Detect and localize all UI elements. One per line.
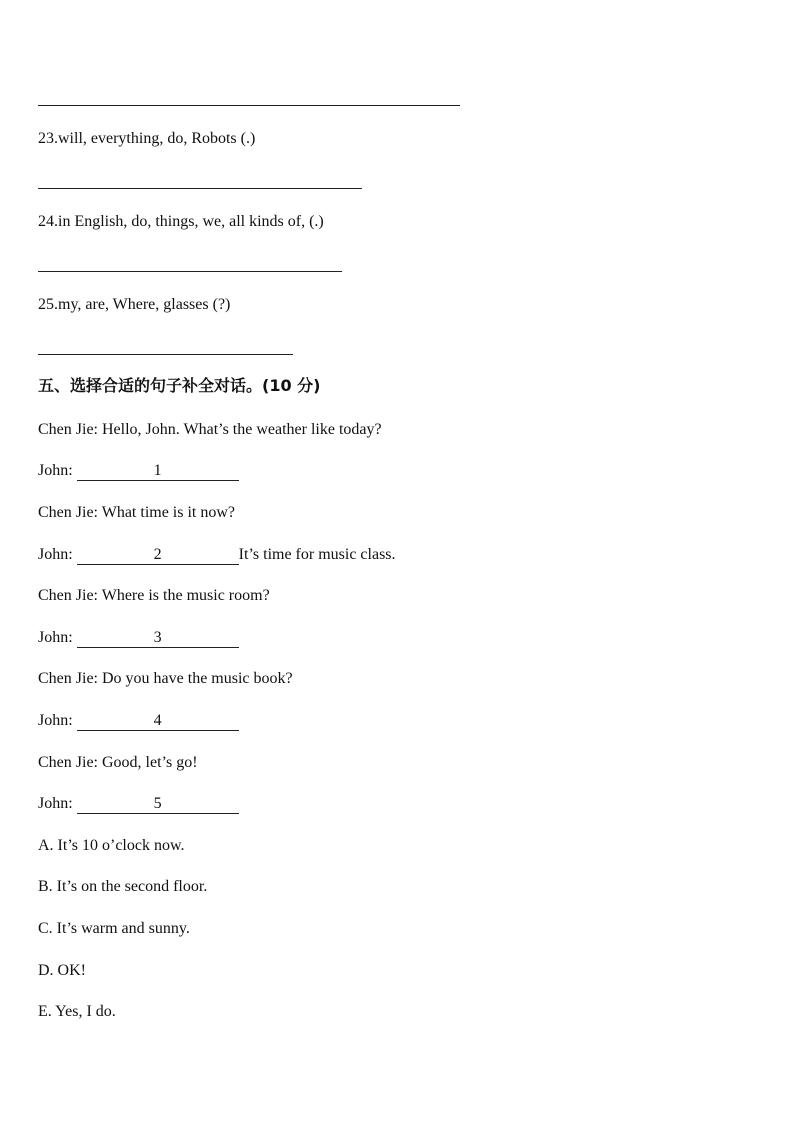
utterance: Hello, John. What’s the weather like today? <box>102 421 382 438</box>
utterance: Good, let’s go! <box>102 754 198 771</box>
answer-blank-1[interactable]: 1 <box>77 462 239 481</box>
dialogue-line <box>38 794 239 814</box>
dialogue-line <box>38 503 235 523</box>
answer-line-22[interactable] <box>38 105 460 106</box>
dialogue-line <box>38 628 239 648</box>
speaker: John: <box>38 712 73 729</box>
speaker: Chen Jie: <box>38 421 98 438</box>
speaker: Chen Jie: <box>38 670 98 687</box>
option-e: E. Yes, I do. <box>38 1003 116 1020</box>
speaker: John: <box>38 795 73 812</box>
speaker: Chen Jie: <box>38 754 98 771</box>
answer-blank-4[interactable]: 4 <box>77 712 239 731</box>
speaker: John: <box>38 629 73 646</box>
utterance: Do you have the music book? <box>102 670 293 687</box>
answer-blank-5[interactable]: 5 <box>77 795 239 814</box>
utterance: Where is the music room? <box>101 587 270 604</box>
dialogue-line <box>38 420 382 440</box>
question-25: 25.my, are, Where, glasses (?) <box>38 296 231 313</box>
dialogue-line <box>38 669 293 689</box>
answer-blank-3[interactable]: 3 <box>77 629 239 648</box>
option-c: C. It’s warm and sunny. <box>38 920 190 937</box>
option-d: D. OK! <box>38 962 86 979</box>
answer-line-24[interactable] <box>38 271 342 272</box>
utterance-after: It’s time for music class. <box>238 546 396 563</box>
dialogue-line <box>38 461 239 481</box>
answer-blank-2[interactable]: 2 <box>77 546 239 565</box>
speaker: Chen Jie: <box>38 587 98 604</box>
speaker: John: <box>38 546 73 563</box>
option-b: B. It’s on the second floor. <box>38 878 208 895</box>
answer-line-23[interactable] <box>38 188 362 189</box>
option-a: A. It’s 10 o’clock now. <box>38 837 185 854</box>
dialogue-line <box>38 711 239 731</box>
dialogue-line <box>38 586 270 606</box>
question-24: 24.in English, do, things, we, all kinds of, (.) <box>38 213 324 230</box>
speaker: Chen Jie: <box>38 504 98 521</box>
question-23: 23.will, everything, do, Robots (.) <box>38 130 256 147</box>
section-title: 五、选择合适的句子补全对话。(10 分) <box>38 376 321 395</box>
answer-line-25[interactable] <box>38 354 293 355</box>
speaker: John: <box>38 462 73 479</box>
utterance: What time is it now? <box>101 504 236 521</box>
dialogue-line <box>38 753 198 773</box>
dialogue-line <box>38 545 396 565</box>
